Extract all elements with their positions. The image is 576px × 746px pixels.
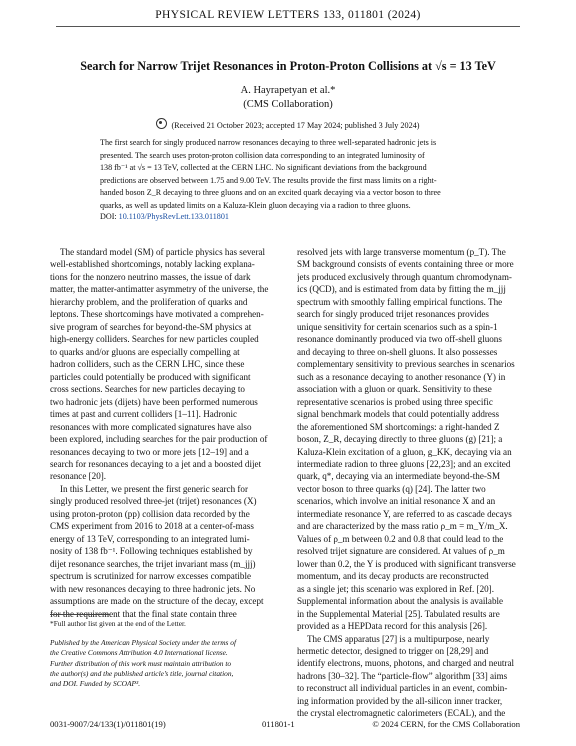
- license-line: the author(s) and the published article’s title, journal citation,: [50, 668, 234, 678]
- body-text-line: hadron colliders, such as the CERN LHC, since these: [50, 359, 245, 370]
- body-text-line: intermediate radion to three gluons [22,23]; and an excited: [297, 458, 511, 469]
- abstract-line: predictions are observed between 1.75 and 9.00 TeV. The results provide the first mass limits on a right-: [100, 175, 437, 185]
- abstract: [100, 137, 478, 213]
- abstract-line: quarks, as well as updated limits on a Kaluza-Klein gluon decaying via a radion to three gluons.: [100, 200, 411, 210]
- body-text-line: momentum, and its decay products are reconstructed: [297, 571, 489, 582]
- body-text-line: complementary sensitivity to previous searches in scenarios: [297, 359, 515, 370]
- body-text-line: nosity of 138 fb⁻¹. Following techniques established by: [50, 546, 253, 557]
- body-text-line: Kaluza-Klein excitation of a gluon, g_KK, decaying via an: [297, 446, 512, 457]
- body-text-line: Supplemental information about the analysis is available: [297, 596, 504, 607]
- body-text-line: resolved jets with large transverse momentum (p_T). The: [297, 247, 506, 257]
- body-text-line: resolved trijet signature are considered. At values of ρ_m: [297, 546, 505, 557]
- doi-link[interactable]: 10.1103/PhysRevLett.133.011801: [118, 212, 229, 221]
- body-text-line: as a single jet; this scenario was explored in Ref. [20].: [297, 583, 494, 594]
- body-text-line: Values of ρ_m between 0.2 and 0.8 that could lead to the: [297, 533, 504, 544]
- body-text-line: resonances decaying to two or more jets [12–19] and a: [50, 446, 249, 457]
- paper-title: Search for Narrow Trijet Resonances in Proton-Proton Collisions at √s = 13 TeV: [80, 59, 496, 73]
- body-text-line: matter, the matter-antimatter asymmetry of the universe, the: [50, 284, 269, 295]
- body-column-left: [50, 246, 286, 620]
- body-text-line: search for resonances decaying to a jet and a boosted dijet: [50, 458, 262, 469]
- body-text-line: cross sections. Searches for new particles decaying to: [50, 384, 245, 395]
- body-text-line: hermetic detector, designed to trigger on [28,29] and: [297, 646, 489, 656]
- license-line: the Creative Commons Attribution 4.0 International license.: [50, 648, 228, 658]
- body-text-line: and decaying to three on-shell gluons. It also possesses: [297, 346, 498, 357]
- body-text-line: well-established shortcomings, notably lacking explana-: [50, 259, 255, 270]
- body-text-line: particles could potentially be produced with significant: [50, 371, 251, 382]
- open-access-icon: [156, 118, 167, 129]
- license-notice: [50, 638, 286, 689]
- body-text-line: lower than 0.2, the Y is produced with significant transverse: [297, 558, 516, 569]
- body-text-line: spectrum is scrutinized for narrow excesses compatible: [50, 571, 252, 582]
- body-text-line: assumptions are made on the structure of the decay, except: [50, 596, 264, 607]
- body-text-line: and are characterized by the mass ratio ρ_m = m_Y/m_X.: [297, 521, 508, 532]
- body-text-line: hierarchy problem, and the proliferation of quarks and: [50, 296, 248, 307]
- body-text-line: ing information provided by the all-silicon inner tracker,: [297, 695, 503, 706]
- body-text-line: in the Supplemental Material [25]. Tabulated results are: [297, 608, 500, 619]
- body-text-line: The standard model (SM) of particle physics has several: [60, 247, 266, 257]
- body-text-line: boson, Z_R, decaying directly to three gluons (g) [21]; a: [297, 434, 503, 445]
- body-text-line: search for singly produced trijet resonances provides: [297, 309, 489, 320]
- license-line: Published by the American Physical Society under the terms of: [50, 638, 237, 647]
- body-text-line: singly produced resolved three-jet (trijet) resonances (X): [50, 496, 257, 507]
- body-text-line: resonances with more complicated signatures have also: [50, 421, 252, 432]
- body-text-line: hadrons [30–32]. The “particle-flow” algorithm [33] aims: [297, 670, 508, 681]
- abstract-line: The first search for singly produced narrow resonances decaying to three well-separated hadronic jets is: [100, 138, 437, 147]
- author-list[interactable]: A. Hayrapetyan et al.*: [240, 85, 336, 96]
- body-text-line: SM background consists of events containing three or more: [297, 259, 514, 270]
- body-text-line: signal benchmark models that could potentially address: [297, 409, 500, 420]
- license-line: Further distribution of this work must maintain attribution to: [50, 658, 232, 668]
- body-column-right: [297, 246, 533, 720]
- footer-issn: 0031-9007/24/133(1)/011801(19): [50, 719, 166, 729]
- abstract-line: presented. The search uses proton-proton collision data corresponding to an integrated luminosity of: [100, 150, 425, 160]
- publication-dates: [0, 118, 576, 130]
- body-text-line: to quarks and/or gluons are especially compelling at: [50, 346, 240, 357]
- license-line: and DOI. Funded by SCOAP³.: [50, 679, 141, 689]
- body-text-line: CMS experiment from 2016 to 2018 at a center-of-mass: [50, 521, 254, 532]
- abstract-line: handed boson Z_R decaying to three gluons and on an excited quark decaying via a vector boson to three: [100, 188, 441, 198]
- body-text-line: representative scenarios is probed using three specific: [297, 396, 493, 407]
- body-text-line: association with a gluon or quark. Sensitivity to these: [297, 384, 492, 395]
- body-text-line: to reconstruct all individual particles in an event, combin-: [297, 683, 508, 694]
- body-text-line: the aforementioned SM shortcomings: a right-handed Z: [297, 421, 500, 432]
- body-text-line: The CMS apparatus [27] is a multipurpose, nearly: [307, 633, 490, 644]
- footnote-authors: *Full author list given at the end of the Letter.: [50, 619, 186, 628]
- body-text-line: intermediate resonance Y, are referred to as cascade decays: [297, 508, 512, 519]
- body-text-line: dijet resonance searches, the trijet invariant mass (m_jjj): [50, 558, 256, 569]
- body-text-line: vector boson to three quarks (q) [24]. The latter two: [297, 483, 486, 494]
- body-text-line: unique sensitivity for certain scenarios such as a spin-1: [297, 321, 498, 332]
- doi-label: DOI:: [100, 212, 117, 221]
- body-text-line: such as a resonance decaying to another resonance (Y) in: [297, 371, 506, 382]
- collaboration-name: (CMS Collaboration): [243, 99, 333, 110]
- body-text-line: tions for the nonzero neutrino masses, the issue of dark: [50, 271, 251, 282]
- body-text-line: energy of 13 TeV, corresponding to an integrated lumi-: [50, 533, 250, 544]
- header-rule: [56, 26, 520, 27]
- body-text-line: using proton-proton (pp) collision data recorded by the: [50, 508, 250, 519]
- body-text-line: times at past and current colliders [1–11]. Hadronic: [50, 409, 238, 420]
- doi-line: [100, 212, 229, 221]
- body-text-line: resonance [20].: [50, 471, 107, 482]
- body-text-line: high-energy colliders. Searches for new particles coupled: [50, 334, 259, 345]
- body-text-line: identify electrons, muons, photons, and charged and neutral: [297, 658, 515, 669]
- body-text-line: two hadronic jets (dijets) have been performed numerous: [50, 396, 258, 407]
- body-text-line: scenarios, which involve an initial resonance X and an: [297, 496, 496, 507]
- body-text-line: In this Letter, we present the first generic search for: [60, 483, 248, 494]
- body-text-line: provided as a HEPData record for this analysis [26].: [297, 621, 488, 632]
- footnote-rule: [50, 614, 110, 615]
- body-text-line: quark, q*, decaying via an intermediate beyond-the-SM: [297, 471, 501, 482]
- body-text-line: spectrum with smoothly falling empirical functions. The: [297, 296, 503, 307]
- body-text-line: with new resonances decaying to three hadronic jets. No: [50, 583, 256, 594]
- abstract-line: 138 fb⁻¹ at √s = 13 TeV, collected at the CERN LHC. No significant deviations from the background: [100, 163, 427, 173]
- running-head: PHYSICAL REVIEW LETTERS 133, 011801 (2024): [155, 9, 421, 21]
- body-text-line: resonance dominantly produced via two off-shell gluons: [297, 334, 502, 345]
- body-text-line: for the requirement that the final state contain three: [50, 608, 237, 619]
- body-text-line: leptons. These shortcomings have motivated a comprehen-: [50, 309, 264, 320]
- body-text-line: been explored, including searches for the pair production of: [50, 434, 268, 445]
- body-text-line: jets produced exclusively through quantum chromodynam-: [297, 271, 512, 282]
- body-text-line: sive program of searches for beyond-the-SM physics at: [50, 321, 252, 332]
- footer-page-number: 011801-1: [262, 719, 295, 729]
- body-text-line: the crystal electromagnetic calorimeters (ECAL), and the: [297, 708, 506, 719]
- body-text-line: ics (QCD), and is estimated from data by fitting the m_jjj: [297, 284, 506, 295]
- footer-copyright: © 2024 CERN, for the CMS Collaboration: [372, 719, 520, 729]
- dates-text: (Received 21 October 2023; accepted 17 May 2024; published 3 July 2024): [171, 121, 420, 130]
